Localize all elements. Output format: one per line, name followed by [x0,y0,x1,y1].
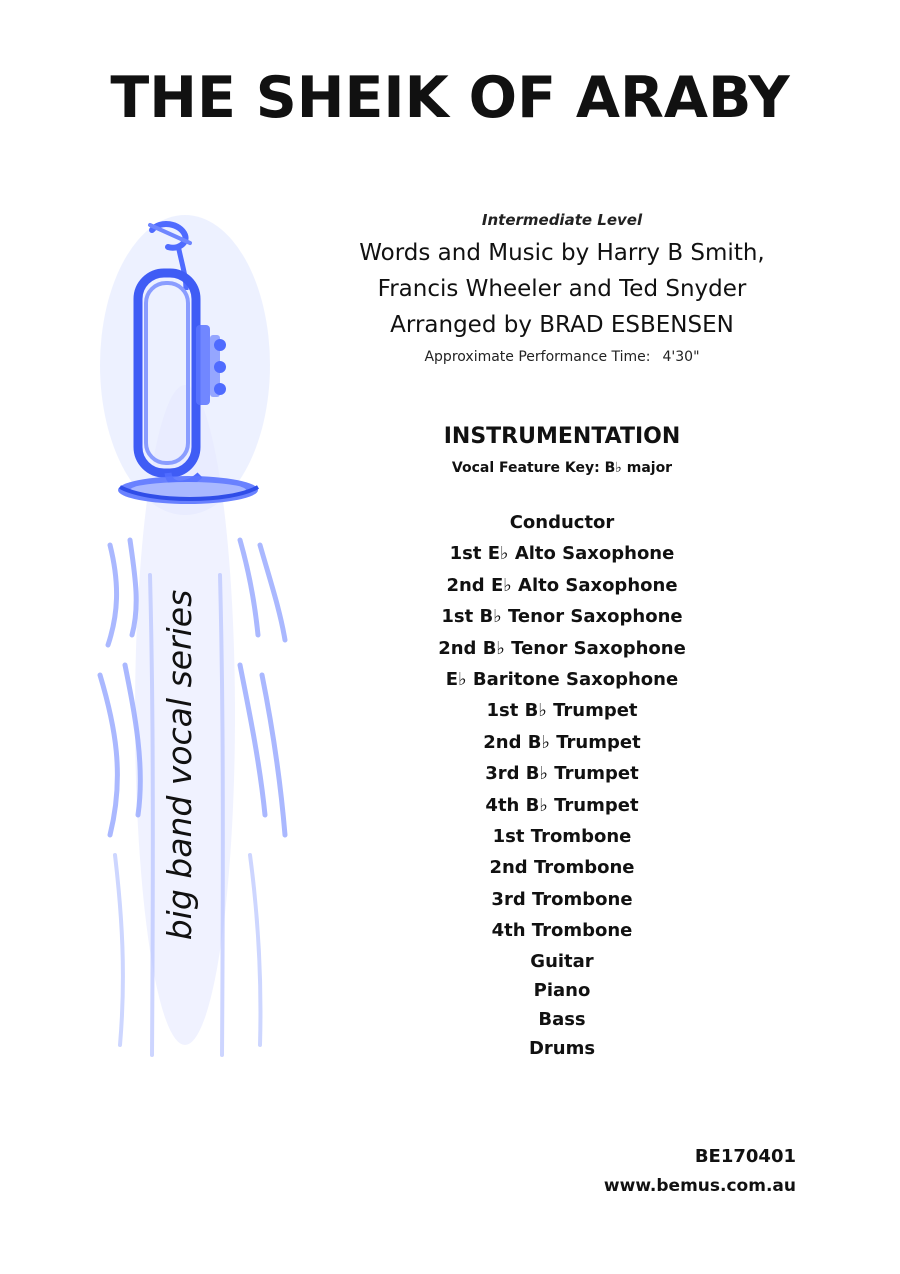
list-item: 1st E♭ Alto Saxophone [449,543,675,565]
list-item: 4th B♭ Trumpet [485,794,639,816]
arranger-line: Arranged by BRAD ESBENSEN [390,312,734,338]
series-label: big band vocal series [160,589,199,941]
catalog-number: BE170401 [694,1146,796,1167]
list-item: 2nd Trombone [489,857,635,879]
credit-line-1: Words and Music by Harry B Smith, [359,240,765,266]
list-item: 1st Trombone [492,826,632,848]
credit-line-2: Francis Wheeler and Ted Snyder [377,276,747,302]
list-item: 2nd E♭ Alto Saxophone [446,574,678,596]
publisher-website[interactable]: www.bemus.com.au [603,1176,796,1196]
performance-time [320,343,804,371]
list-item: Drums [528,1038,596,1060]
performance-time-value: 4'30" [662,349,700,365]
page-title: THE SHEIK OF ARABY [110,65,790,131]
list-item: Bass [538,1009,586,1031]
list-item: 3rd Trombone [491,888,633,910]
vocal-feature-key: Vocal Feature Key: B♭ major [451,460,673,476]
credits-block [320,205,804,371]
list-item: 1st B♭ Tenor Saxophone [441,606,683,628]
performance-time-label: Approximate Performance Time: [424,349,651,365]
list-item: E♭ Baritone Saxophone [445,669,679,691]
list-item: 1st B♭ Trumpet [486,700,638,722]
list-item: Guitar [530,950,594,972]
list-item: 2nd B♭ Tenor Saxophone [438,637,686,659]
list-item: Conductor [509,512,615,533]
instrumentation-heading: INSTRUMENTATION [443,424,681,449]
list-item: 4th Trombone [491,920,633,942]
list-item: 2nd B♭ Trumpet [483,731,641,753]
parts-list [320,507,804,1064]
difficulty-level: Intermediate Level [481,211,643,229]
list-item: 3rd B♭ Trumpet [485,763,639,785]
list-item: Piano [533,979,591,1001]
